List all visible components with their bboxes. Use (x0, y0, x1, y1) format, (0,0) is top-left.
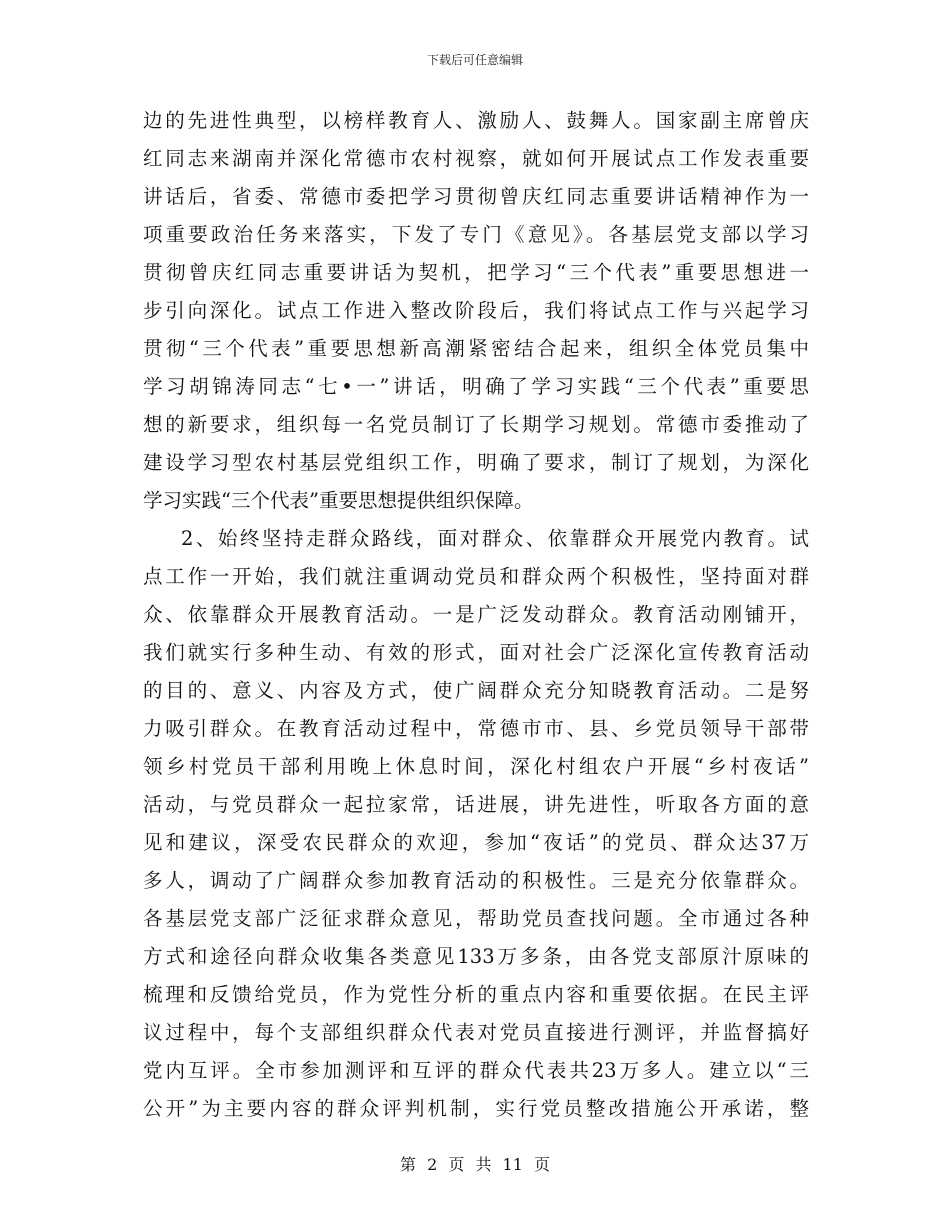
text-line: 活动，与党员群众一起拉家常，话进展，讲先进性，听取各方面的意 (143, 793, 809, 816)
paragraph-end-line: 学习实践“三个代表”重要思想提供组织保障。 (143, 489, 534, 512)
text-line: 多人，调动了广阔群众参加教育活动的积极性。三是充分依靠群众。 (143, 869, 809, 892)
text-line: 见和建议，深受农民群众的欢迎，参加“夜话”的党员、群众达37万 (143, 831, 809, 854)
text-line: 我们就实行多种生动、有效的形式，面对社会广泛深化宣传教育活动 (143, 641, 809, 664)
text-line: 学习胡锦涛同志“七•一”讲话，明确了学习实践“三个代表”重要思 (143, 375, 809, 398)
text-line: 力吸引群众。在教育活动过程中，常德市市、县、乡党员领导干部带 (143, 717, 809, 740)
text-line: 议过程中，每个支部组织群众代表对党员直接进行测评，并监督搞好 (143, 1021, 809, 1044)
text-line: 众、依靠群众开展教育活动。一是广泛发动群众。教育活动刚铺开， (143, 603, 809, 626)
text-line: 建设学习型农村基层党组织工作，明确了要求，制订了规划，为深化 (143, 451, 809, 474)
page-header-note: 下载后可任意编辑 (426, 53, 523, 67)
text-line: 贯彻曾庆红同志重要讲话为契机，把学习“三个代表”重要思想进一 (143, 261, 809, 284)
text-line: 讲话后，省委、常德市委把学习贯彻曾庆红同志重要讲话精神作为一 (143, 185, 809, 208)
text-line: 各基层党支部广泛征求群众意见，帮助党员查找问题。全市通过各种 (143, 907, 809, 930)
text-line: 的目的、意义、内容及方式，使广阔群众充分知晓教育活动。二是努 (143, 679, 809, 702)
text-line: 想的新要求，组织每一名党员制订了长期学习规划。常德市委推动了 (143, 413, 809, 436)
text-line: 公开”为主要内容的群众评判机制，实行党员整改措施公开承诺，整 (143, 1097, 809, 1120)
text-line: 步引向深化。试点工作进入整改阶段后，我们将试点工作与兴起学习 (143, 299, 809, 322)
text-line: 党内互评。全市参加测评和互评的群众代表共23万多人。建立以“三 (143, 1059, 809, 1082)
text-line: 项重要政治任务来落实，下发了专门《意见》。各基层党支部以学习 (143, 223, 809, 246)
text-line: 贯彻“三个代表”重要思想新高潮紧密结合起来，组织全体党员集中 (143, 337, 809, 360)
text-line: 边的先进性典型，以榜样教育人、激励人、鼓舞人。国家副主席曾庆 (143, 109, 809, 132)
text-line: 点工作一开始，我们就注重调动党员和群众两个积极性，坚持面对群 (143, 565, 809, 588)
page-number-footer: 第 2 页 共 11 页 (400, 1155, 550, 1174)
paragraph-start-line: 2、始终坚持走群众路线，面对群众、依靠群众开展党内教育。试 (181, 527, 809, 550)
text-line: 红同志来湖南并深化常德市农村视察，就如何开展试点工作发表重要 (143, 147, 809, 170)
text-line: 方式和途径向群众收集各类意见133万多条，由各党支部原汁原味的 (143, 945, 809, 968)
text-line: 领乡村党员干部利用晚上休息时间，深化村组农户开展“乡村夜话” (143, 755, 809, 778)
document-body (143, 102, 809, 1128)
text-line: 梳理和反馈给党员，作为党性分析的重点内容和重要依据。在民主评 (143, 983, 809, 1006)
